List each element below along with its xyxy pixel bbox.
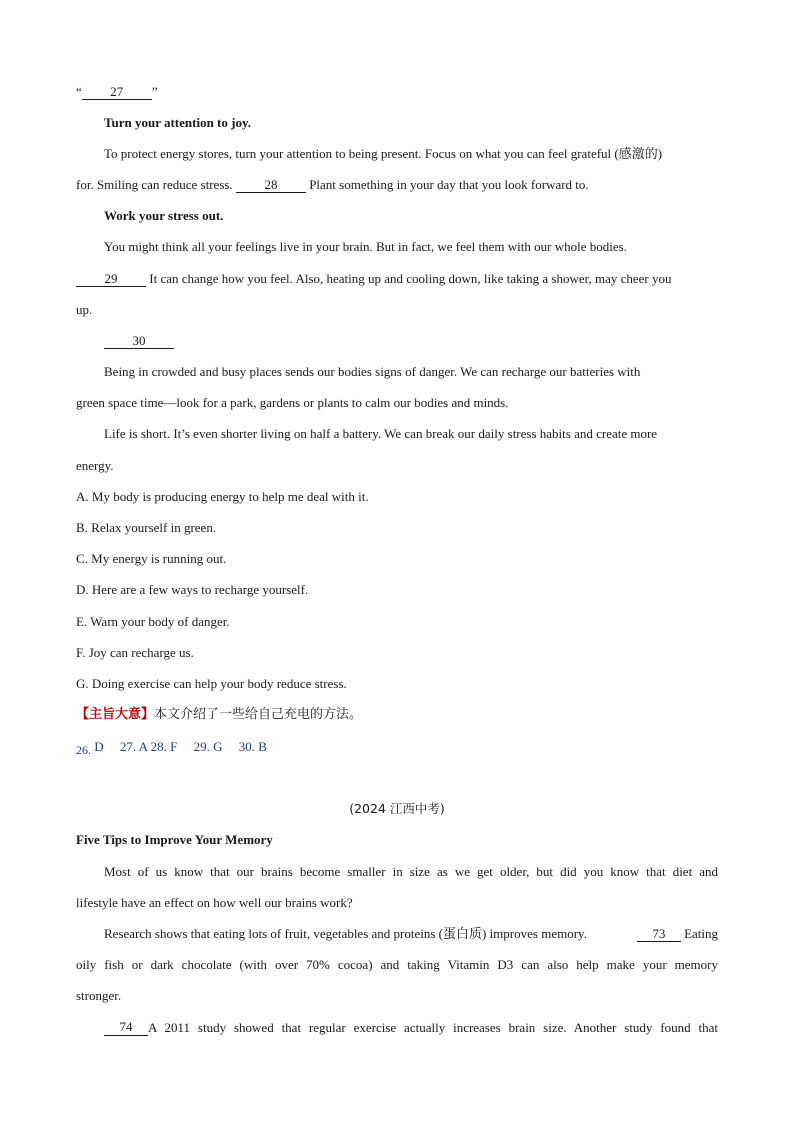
- paragraph-2-line-1: You might think all your feelings live in your brain. But in fact, we feel them with our whole bodies.: [104, 239, 627, 254]
- s2-paragraph-2-line-2: oily fish or dark chocolate (with over 70% cocoa) and taking Vitamin D3 can also help make your memory: [76, 957, 718, 972]
- option-f: F. Joy can recharge us.: [76, 645, 194, 660]
- blank-74: 74: [104, 1020, 148, 1036]
- s2-paragraph-3-line-1: 74 A 2011 study showed that regular exercise actually increases brain size. Another study found that: [104, 1020, 718, 1036]
- s2-paragraph-2-line-1: Research shows that eating lots of fruit, vegetables and proteins (蛋白质) improves memory. 73 Eating: [104, 926, 718, 941]
- option-a: A. My body is producing energy to help me deal with it.: [76, 489, 369, 504]
- source-label: (2024 江西中考): [349, 801, 445, 816]
- paragraph-2-line-2: 29 It can change how you feel. Also, heating up and cooling down, like taking a shower, may cheer you: [76, 271, 671, 287]
- blank-30-line: [104, 333, 174, 349]
- paragraph-2-line-3: up.: [76, 302, 93, 317]
- blank-27: 27: [82, 85, 152, 100]
- paragraph-1-line-2: for. Smiling can reduce stress. 28 Plant something in your day that you look forward to.: [76, 177, 589, 192]
- paragraph-4-line-2: energy.: [76, 458, 114, 473]
- summary-line: [76, 707, 362, 723]
- s2-paragraph-1-line-1: Most of us know that our brains become smaller in size as we get older, but did you know that diet and: [104, 864, 718, 879]
- s2-paragraph-1-line-2: lifestyle have an effect on how well our brains work?: [76, 895, 353, 910]
- blank-29: 29: [76, 272, 146, 287]
- answer-list: D 27. A 28. F 29. G 30. B: [94, 739, 267, 754]
- heading-joy: Turn your attention to joy.: [104, 115, 251, 130]
- blank-27-line: [76, 84, 158, 100]
- passage-title: Five Tips to Improve Your Memory: [76, 832, 273, 847]
- blank-30: 30: [104, 334, 174, 349]
- paragraph-3-line-1: Being in crowded and busy places sends our bodies signs of danger. We can recharge our batteries with: [104, 364, 641, 379]
- summary-text: 本文介绍了一些给自己充电的方法。: [154, 707, 363, 722]
- option-b: B. Relax yourself in green.: [76, 520, 217, 535]
- s2-paragraph-2-line-3: stronger.: [76, 988, 122, 1003]
- answer-number: 26.: [76, 743, 91, 757]
- option-g: G. Doing exercise can help your body reduce stress.: [76, 676, 347, 691]
- answer-key: [76, 739, 267, 755]
- paragraph-4-line-1: Life is short. It’s even shorter living on half a battery. We can break our daily stress habits and create more: [104, 426, 658, 441]
- blank-28: 28: [236, 178, 306, 193]
- heading-stress: Work your stress out.: [104, 208, 224, 223]
- paragraph-1-line-1: To protect energy stores, turn your attention to being present. Focus on what you can feel grateful (感激的): [104, 146, 663, 161]
- option-d: D. Here are a few ways to recharge yourself.: [76, 582, 309, 597]
- paragraph-3-line-2: green space time—look for a park, gardens or plants to calm our bodies and minds.: [76, 395, 509, 410]
- summary-tag: 【主旨大意】: [76, 707, 155, 722]
- close-quote: ”: [151, 84, 158, 99]
- blank-73: 73: [637, 927, 681, 942]
- option-c: C. My energy is running out.: [76, 551, 227, 566]
- option-e: E. Warn your body of danger.: [76, 614, 230, 629]
- open-quote: “: [76, 84, 82, 99]
